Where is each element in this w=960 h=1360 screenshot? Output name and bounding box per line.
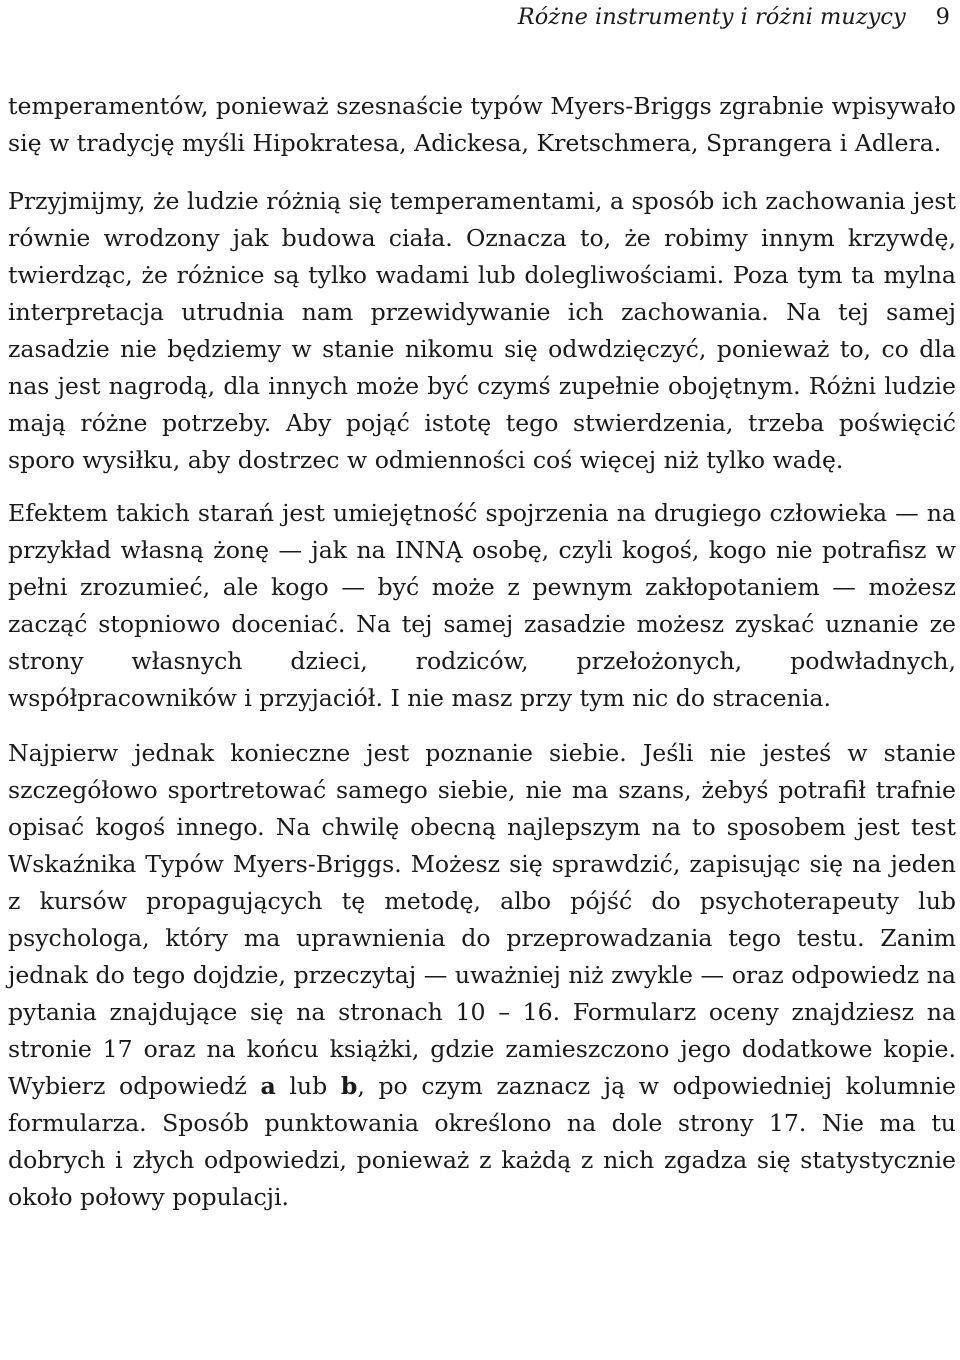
running-header bbox=[518, 4, 950, 30]
answer-option-a: a bbox=[260, 1072, 276, 1100]
paragraph-3: Efektem takich starań jest umiejętność spojrzenia na drugiego człowieka — na przykład własną żonę — jak na INNĄ osobę, czyli kogoś, kogo nie potrafisz w pełni zrozumieć, ale kogo — być może z pewnym zakłopotaniem — możesz zacząć stopniowo doceniać. Na tej samej zasadzie możesz zyskać uznanie ze strony własnych dzieci, rodziców, przełożonych, podwładnych, współpracowników i przyjaciół. I nie masz przy tym nic do stracenia. bbox=[8, 499, 956, 712]
running-title: Różne instrumenty i różni muzycy bbox=[517, 4, 906, 30]
body-text bbox=[8, 88, 956, 1234]
answer-option-b: b bbox=[340, 1072, 358, 1100]
paragraph-2: Przyjmijmy, że ludzie różnią się temperamentami, a sposób ich zachowania jest równie wrodzony jak budowa ciała. Oznacza to, że robimy innym krzywdę, twierdząc, że różnice są tylko wadami lub dolegliwościami. Poza tym ta mylna interpretacja utrudnia nam przewidywanie ich zachowania. Na tej samej zasadzie nie będziemy w stanie nikomu się odwdzięczyć, ponieważ to, co dla nas jest nagrodą, dla innych może być czymś zupełnie obojętnym. Różni ludzie mają różne potrzeby. Aby pojąć istotę tego stwierdzenia, trzeba poświęcić sporo wysiłku, aby dostrzec w odmienności coś więcej niż tylko wadę. bbox=[8, 187, 956, 474]
paragraph-1: temperamentów, ponieważ szesnaście typów Myers-Briggs zgrabnie wpisywało się w tradycję myśli Hipokratesa, Adickesa, Kretschmera, Sprangera i Adlera. bbox=[8, 92, 956, 157]
book-page bbox=[8, 0, 956, 1360]
paragraph-4-text-3: , po czym zaznacz ją w odpowiedniej kolumnie formularza. Sposób punktowania określono na dole strony 17. Nie ma tu dobrych i złych odpowiedzi, ponieważ z każdą z nich zgadza się statystycznie około połowy populacji. bbox=[8, 1072, 956, 1211]
paragraph-4-text-1: Najpierw jednak konieczne jest poznanie siebie. Jeśli nie jesteś w stanie szczegółowo sportretować samego siebie, nie ma szans, żebyś potrafił trafnie opisać kogoś innego. Na chwilę obecną najlepszym na to sposobem jest test Wskaźnika Typów Myers-Briggs. Możesz się sprawdzić, zapisując się na jeden z kursów propagujących tę metodę, albo pójść do psychoterapeuty lub psychologa, który ma uprawnienia do przeprowadzania tego testu. Zanim jednak do tego dojdzie, przeczytaj — uważniej niż zwykle — oraz odpowiedz na pytania znajdujące się na stronach 10 – 16. Formularz oceny znajdziesz na stronie 17 oraz na końcu książki, gdzie zamieszczono jego dodatkowe kopie. Wybierz odpowiedź bbox=[8, 739, 956, 1100]
paragraph-4-text-2: lub bbox=[275, 1072, 341, 1100]
page-number: 9 bbox=[935, 4, 950, 30]
paragraph-4 bbox=[8, 735, 956, 1216]
